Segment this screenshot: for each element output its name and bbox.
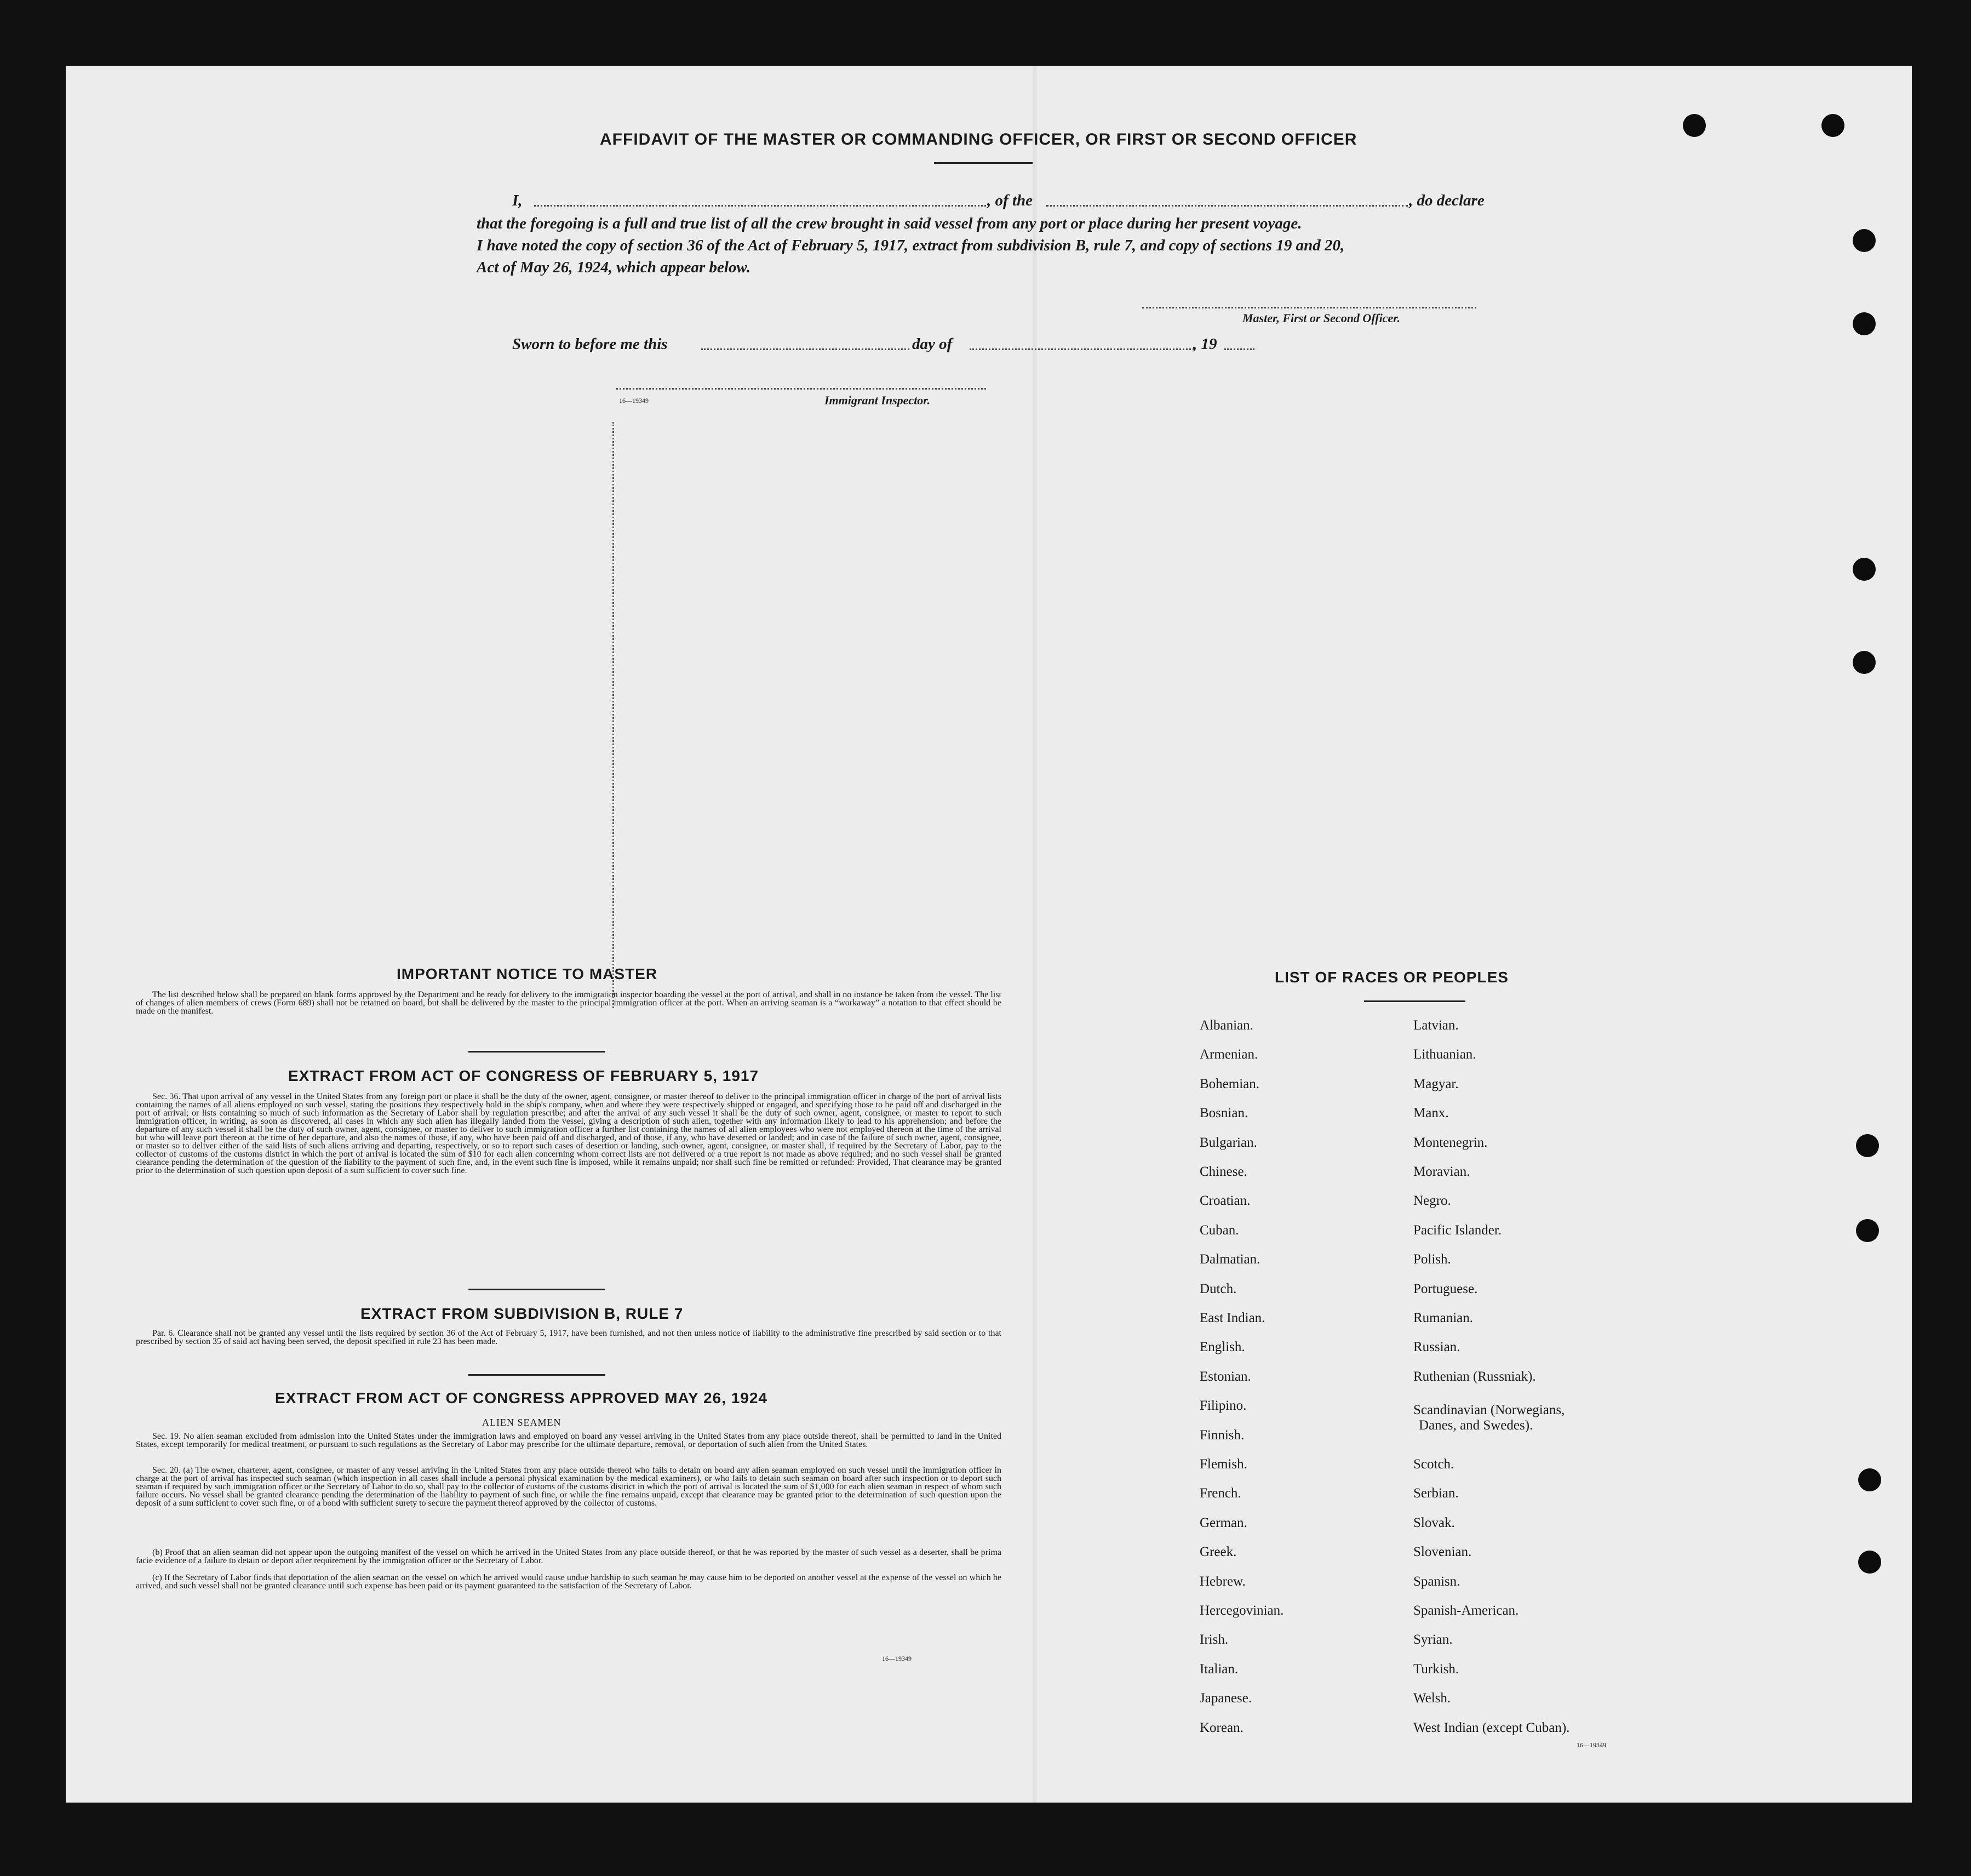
race-item: German. (1200, 1515, 1247, 1530)
race-item: West Indian (except Cuban). (1413, 1720, 1570, 1735)
race-item: East Indian. (1200, 1311, 1265, 1325)
binder-hole (1821, 114, 1844, 137)
race-item: Albanian. (1200, 1018, 1253, 1033)
race-item: French. (1200, 1486, 1241, 1501)
binder-hole (1853, 651, 1876, 674)
inspector-caption: Immigrant Inspector. (824, 393, 931, 407)
race-item: Irish. (1200, 1632, 1229, 1647)
extract-rule7-title: EXTRACT FROM SUBDIVISION B, RULE 7 (360, 1305, 684, 1322)
race-item: Scotch. (1413, 1457, 1454, 1472)
race-item: Finnish. (1200, 1428, 1245, 1443)
race-item: Pacific Islander. (1413, 1223, 1502, 1238)
race-item: Hebrew. (1200, 1574, 1246, 1589)
binder-hole (1858, 1468, 1881, 1491)
binder-hole (1853, 229, 1876, 252)
race-continuation: Danes, and Swedes). (1419, 1418, 1533, 1433)
extract-1917-title: EXTRACT FROM ACT OF CONGRESS OF FEBRUARY 5, 1917 (288, 1067, 759, 1084)
race-item: Lithuanian. (1413, 1047, 1476, 1062)
vertical-dotted-line (612, 422, 614, 1008)
race-item: Ruthenian (Russniak). (1413, 1369, 1536, 1384)
race-item: Flemish. (1200, 1457, 1247, 1472)
signature-caption: Master, First or Second Officer. (1242, 311, 1401, 325)
binder-hole (1856, 1219, 1879, 1242)
sworn-prefix: Sworn to before me this (512, 335, 668, 353)
signature-line (1142, 307, 1476, 308)
extract-1924-sec20c: (c) If the Secretary of Labor finds that deportation of the alien seaman on the vessel on which he arrived would cause undue hardship to such seaman he may cause him to be deported on another vessel at the expense of the vessel on which he arrived, and such vessel shall not be granted clearance until such expense has been paid or its payment guaranteed to the satisfaction of the Secretary of Labor. (136, 1573, 1001, 1591)
races-title-rule (1364, 1000, 1465, 1002)
race-item: Korean. (1200, 1720, 1244, 1735)
extract-rule7-body: Par. 6. Clearance shall not be granted any vessel until the lists required by section 36 of the Act of February 5, 1917, have been furnished, and not then unless notice of liability to the administrative fine prescribed by said section or to that prescribed by section 35 of said act having been served, the deposit specified in rule 23 has been made. (136, 1329, 1001, 1346)
notice-title: IMPORTANT NOTICE TO MASTER (397, 965, 658, 982)
race-item: Magyar. (1413, 1077, 1459, 1091)
race-item: Filipino. (1200, 1398, 1247, 1413)
binder-hole (1856, 1134, 1879, 1157)
race-item: Welsh. (1413, 1691, 1451, 1706)
binder-hole (1853, 312, 1876, 335)
race-item: Dutch. (1200, 1282, 1237, 1296)
affidavit-line-3: I have noted the copy of section 36 of the Act of February 5, 1917, extract from subdivision B, rule 7, and copy of sections 19 and 20, (477, 237, 1345, 254)
race-item: Bohemian. (1200, 1077, 1260, 1091)
race-item: Spanish-American. (1413, 1603, 1519, 1618)
race-item: Armenian. (1200, 1047, 1258, 1062)
document-sheet (66, 66, 1912, 1803)
race-item: Moravian. (1413, 1164, 1470, 1179)
race-item: Bosnian. (1200, 1106, 1248, 1120)
affidavit-i-label: I, (512, 192, 523, 209)
page-fold (1033, 66, 1037, 1803)
race-item: Spanisn. (1413, 1574, 1460, 1589)
race-item: Scandinavian (Norwegians, (1413, 1403, 1565, 1417)
race-item: Cuban. (1200, 1223, 1239, 1238)
name-line (534, 205, 986, 207)
inspector-signature-line (616, 388, 986, 390)
extract-1924-sec19: Sec. 19. No alien seaman excluded from admission into the United States under the immigration laws and employed on board any vessel arriving in the United States from any place outside thereof, shall be permitted to land in the United States, except temporarily for medical treatment, or pursuant to such regulations as the Secretary of Labor may prescribe for the ultimate departure, removal, or deportation of such alien from the United States. (136, 1432, 1001, 1449)
race-item: Hercegovinian. (1200, 1603, 1284, 1618)
race-item: Portuguese. (1413, 1282, 1478, 1296)
race-item: Estonian. (1200, 1369, 1251, 1384)
race-item: Latvian. (1413, 1018, 1459, 1033)
sworn-day-of: day of (912, 335, 953, 353)
race-item: Croatian. (1200, 1193, 1251, 1208)
affidavit-title: AFFIDAVIT OF THE MASTER OR COMMANDING OFFICER, OR FIRST OR SECOND OFFICER (600, 130, 1357, 148)
sworn-year-prefix: , 19 (1193, 335, 1217, 353)
race-item: Negro. (1413, 1193, 1451, 1208)
extract-1917-rule (468, 1289, 605, 1290)
race-item: Syrian. (1413, 1632, 1453, 1647)
race-item: Manx. (1413, 1106, 1449, 1120)
extract-1924-sec20b: (b) Proof that an alien seaman did not appear upon the outgoing manifest of the vessel on which he arrived in the United States from any place outside thereof, or that he was reported by the master of such vessel as a deserter, shall be prima facie evidence of a failure to detain or deport after requirement by the immigration officer or the Secretary of Labor. (136, 1548, 1001, 1565)
affidavit-title-rule (934, 162, 1033, 164)
race-item: Japanese. (1200, 1691, 1252, 1706)
extract-rule7-rule (468, 1374, 605, 1376)
sworn-year-line (1224, 348, 1254, 350)
affidavit-form-number: 16—19349 (619, 397, 649, 404)
binder-hole (1683, 114, 1706, 137)
extract-1924-subtitle: ALIEN SEAMEN (482, 1417, 561, 1428)
binder-hole (1853, 558, 1876, 581)
race-item: Greek. (1200, 1545, 1237, 1559)
extract-1924-title: EXTRACT FROM ACT OF CONGRESS APPROVED MAY 26, 1924 (275, 1389, 767, 1406)
race-item: Chinese. (1200, 1164, 1247, 1179)
races-form-number: 16—19349 (1577, 1741, 1606, 1749)
race-item: Dalmatian. (1200, 1252, 1260, 1267)
affidavit-do-declare: , do declare (1409, 192, 1485, 209)
race-item: Montenegrin. (1413, 1135, 1488, 1150)
race-item: Turkish. (1413, 1662, 1459, 1677)
affidavit-line-4: Act of May 26, 1924, which appear below. (477, 259, 750, 276)
extract-1924-form-number: 16—19349 (882, 1655, 912, 1662)
notice-body: The list described below shall be prepared on blank forms approved by the Department and be ready for delivery to the immigration inspector boarding the vessel at the port of arrival, and shall in no instance be taken from the vessel. The list of changes of alien members of crews (Form 689) shall not be retained on board, but shall be delivered by the master to the principal immigration officer at the port. When an arriving seaman is a “workaway” a notation to that effect should be made on the manifest. (136, 990, 1001, 1016)
vessel-line (1046, 205, 1408, 207)
sworn-month-line (970, 348, 1194, 350)
notice-rule (468, 1051, 605, 1053)
races-title: LIST OF RACES OR PEOPLES (1275, 969, 1509, 986)
race-item: Bulgarian. (1200, 1135, 1257, 1150)
race-item: Slovak. (1413, 1515, 1455, 1530)
race-item: English. (1200, 1340, 1245, 1354)
binder-hole (1858, 1551, 1881, 1574)
race-item: Polish. (1413, 1252, 1451, 1267)
race-item: Serbian. (1413, 1486, 1459, 1501)
extract-1924-sec20a: Sec. 20. (a) The owner, charterer, agent, consignee, or master of any vessel arriving in the United States from any place outside thereof who fails to detain on board any alien seaman employed on such vessel until the immigration officer in charge at the port of arrival has inspected such seaman (which inspection in all cases shall include a personal physical examination by the medical examiners), or who fails to detain such seaman on board after such inspection or to deport such seaman if required by such immigration officer or the Secretary of Labor to do so, shall pay to the collector of customs of the customs district in which the port of arrival is located the sum of $1,000 for each alien seaman in respect of whom such failure occurs. No vessel shall be granted clearance pending the determination of the liability to payment of such fine, or while the fine remains unpaid, except that clearance may be granted prior to the determination of such question upon the deposit of a sum sufficient to cover such fine, or of a bond with sufficient surety to secure the payment thereof approved by the collector of customs. (136, 1466, 1001, 1508)
sworn-day-line (701, 348, 909, 350)
affidavit-of-the: , of the (987, 192, 1033, 209)
extract-1917-body: Sec. 36. That upon arrival of any vessel in the United States from any foreign port or place it shall be the duty of the owner, agent, consignee, or master thereof to deliver to the principal immigration officer in charge of the port of arrival lists containing the names of all aliens employed on such vessel, stating the positions they respectively hold in the ship's company, when and where they were respectively shipped or engaged, and specifying those to be paid off and discharged in the port of arrival; or lists containing so much of such information as the Secretary of Labor shall by regulation prescribe; and after the arrival of any such vessel it shall be the duty of such owner, agent, consignee, or master to report to such immigration officer, in writing, as soon as discovered, all cases in which any such alien has illegally landed from the vessel, giving a description of such alien, together with any information likely to lead to his apprehension; and before the departure of any such vessel it shall be the duty of such owner, agent, consignee, or master to deliver to such immigration officer a further list containing the names of all alien employees who were not employed thereon at the time of the arrival but who will leave port thereon at the time of her departure, and also the names of those, if any, who have been paid off and discharged, and of those, if any, who have deserted or landed; and in case of the failure of such owner, agent, consignee, or master so to deliver either of the said lists of such aliens arriving and departing, respectively, or so to report such cases of desertion or landing, such owner, agent, consignee, or master shall, if required by the Secretary of Labor, pay to the collector of customs of the customs district in which the port of arrival is located the sum of $10 for each alien concerning whom correct lists are not delivered or a true report is not made as above required; and no such vessel shall be granted clearance pending the determination of the question of the liability to the payment of such fine, and, in the event such fine is imposed, while it remains unpaid; nor shall such fine be remitted or refunded: Provided, That clearance may be granted prior to the determination of such question upon deposit of a sum sufficient to cover such fine. (136, 1092, 1001, 1175)
race-item: Russian. (1413, 1340, 1460, 1354)
race-item: Italian. (1200, 1662, 1239, 1677)
race-item: Rumanian. (1413, 1311, 1474, 1325)
affidavit-line-2: that the foregoing is a full and true list of all the crew brought in said vessel from any port or place during her present voyage. (477, 215, 1302, 232)
race-item: Slovenian. (1413, 1545, 1472, 1559)
